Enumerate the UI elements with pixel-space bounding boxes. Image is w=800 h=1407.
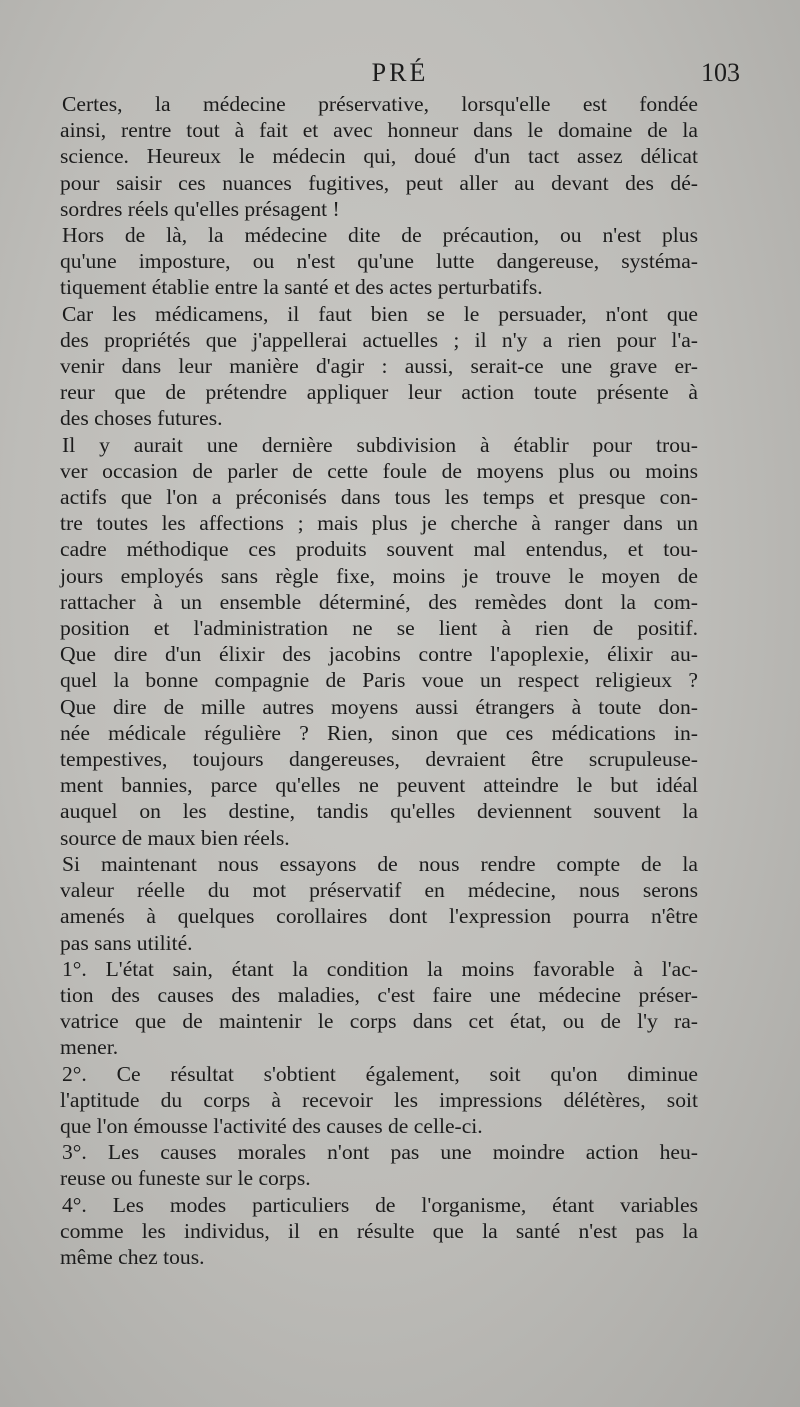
text-line: ainsi, rentre tout à fait et avec honneur dans le domaine de la — [60, 118, 698, 143]
text-line: des choses futures. — [60, 406, 223, 431]
text-line: ver occasion de parler de cette foule de moyens plus ou moins — [60, 458, 698, 483]
text-line: science. Heureux le médecin qui, doué d'un tact assez délicat — [60, 144, 698, 169]
text-line: des propriétés que j'appellerai actuelles ; il n'y a rien pour l'a- — [60, 327, 698, 352]
paragraph-1 — [60, 91, 698, 222]
text-line: 3°. Les causes morales n'ont pas une moindre action heu- — [62, 1140, 698, 1165]
text-line: née médicale régulière ? Rien, sinon que ces médications in- — [60, 720, 698, 745]
body-text — [60, 91, 698, 1270]
text-line: l'aptitude du corps à recevoir les impressions délétères, soit — [60, 1087, 698, 1112]
corollary-1 — [60, 956, 698, 1061]
text-line: venir dans leur manière d'agir : aussi, serait-ce une grave er- — [60, 354, 698, 379]
page-header — [60, 58, 740, 92]
text-line: Car les médicamens, il faut bien se le persuader, n'ont que — [62, 301, 698, 326]
text-line: Il y aurait une dernière subdivision à établir pour trou- — [62, 432, 698, 457]
text-line: comme les individus, il en résulte que la santé n'est pas la — [60, 1218, 698, 1243]
corollary-4 — [60, 1192, 698, 1271]
text-line: auquel on les destine, tandis qu'elles deviennent souvent la — [60, 799, 698, 824]
paragraph-5 — [60, 851, 698, 956]
text-line: reuse ou funeste sur le corps. — [60, 1166, 311, 1191]
text-line: position et l'administration ne se lient à rien de positif. — [60, 616, 698, 641]
text-line: que l'on émousse l'activité des causes de celle-ci. — [60, 1113, 483, 1138]
paragraph-3 — [60, 301, 698, 432]
text-line: reur que de prétendre appliquer leur action toute présente à — [60, 380, 698, 405]
text-line: actifs que l'on a préconisés dans tous les temps et presque con- — [60, 485, 698, 510]
text-line: Que dire d'un élixir des jacobins contre l'apoplexie, élixir au- — [60, 642, 698, 667]
corollary-2 — [60, 1061, 698, 1140]
text-line: ment bannies, parce qu'elles ne peuvent atteindre le but idéal — [60, 773, 698, 798]
text-line: amenés à quelques corollaires dont l'expression pourra n'être — [60, 904, 698, 929]
text-line: Certes, la médecine préservative, lorsqu'elle est fondée — [62, 92, 698, 116]
text-line: 1°. L'état sain, étant la condition la moins favorable à l'ac- — [62, 956, 698, 981]
text-line: Hors de là, la médecine dite de précaution, ou n'est plus — [62, 223, 698, 248]
paragraph-4 — [60, 432, 698, 851]
text-line: tempestives, toujours dangereuses, devraient être scrupuleuse- — [60, 747, 698, 772]
text-line: même chez tous. — [60, 1244, 205, 1269]
running-head: PRÉ — [371, 58, 429, 87]
text-line: tre toutes les affections ; mais plus je cherche à ranger dans un — [60, 511, 698, 536]
text-line: jours employés sans règle fixe, moins je trouve le moyen de — [60, 563, 698, 588]
text-line: qu'une imposture, ou n'est qu'une lutte dangereuse, systéma- — [60, 249, 698, 274]
corollary-3 — [60, 1139, 698, 1191]
text-line: mener. — [60, 1035, 119, 1060]
text-line: 4°. Les modes particuliers de l'organisme, étant variables — [62, 1192, 698, 1217]
paragraph-2 — [60, 222, 698, 301]
text-line: valeur réelle du mot préservatif en médecine, nous serons — [60, 878, 698, 903]
text-line: source de maux bien réels. — [60, 825, 290, 850]
page-number: 103 — [701, 58, 740, 87]
text-line: Si maintenant nous essayons de nous rendre compte de la — [62, 851, 698, 876]
text-line: pas sans utilité. — [60, 930, 193, 955]
text-line: 2°. Ce résultat s'obtient également, soit qu'on diminue — [62, 1061, 698, 1086]
text-line: cadre méthodique ces produits souvent mal entendus, et tou- — [60, 537, 698, 562]
text-line: vatrice que de maintenir le corps dans cet état, ou de l'y ra- — [60, 1009, 698, 1034]
text-line: tiquement établie entre la santé et des actes perturbatifs. — [60, 275, 543, 300]
text-line: quel la bonne compagnie de Paris voue un respect religieux ? — [60, 668, 698, 693]
text-line: pour saisir ces nuances fugitives, peut aller au devant des dé- — [60, 170, 698, 195]
text-line: tion des causes des maladies, c'est faire une médecine préser- — [60, 982, 698, 1007]
text-line: Que dire de mille autres moyens aussi étrangers à toute don- — [60, 694, 698, 719]
text-line: rattacher à un ensemble déterminé, des remèdes dont la com- — [60, 589, 698, 614]
text-line: sordres réels qu'elles présagent ! — [60, 196, 340, 221]
